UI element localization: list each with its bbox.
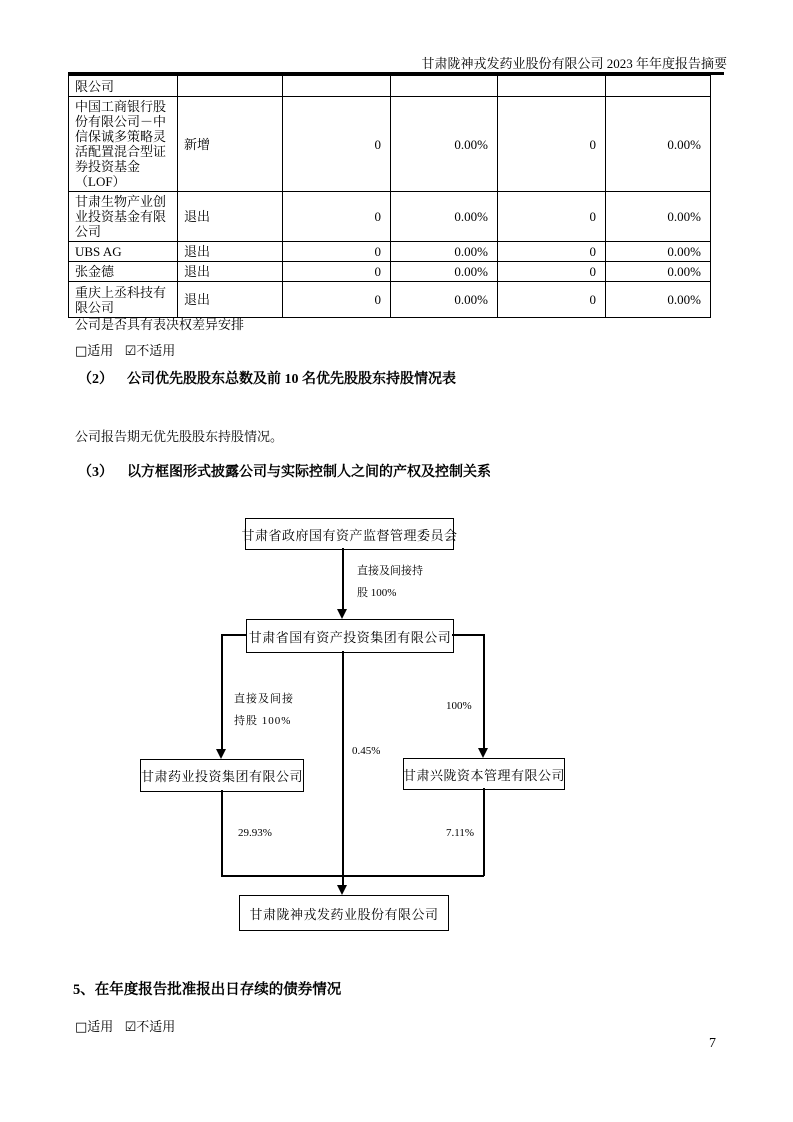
edge-left-label xyxy=(234,688,294,732)
heading-control-structure xyxy=(78,461,491,481)
cell-value: 0 xyxy=(498,242,606,262)
cell-value xyxy=(391,76,498,97)
edge-top-label-line2: 股 100% xyxy=(357,587,397,599)
cell-value: 0 xyxy=(498,262,606,282)
heading3-number: （3） xyxy=(78,465,113,480)
checkbox-unchecked-icon: □ xyxy=(75,1020,88,1035)
cell-change-type: 退出 xyxy=(178,242,283,262)
cell-change-type: 新增 xyxy=(178,97,283,192)
arrow-down-icon xyxy=(478,748,488,758)
cell-shareholder-name: UBS AG xyxy=(69,242,178,262)
cell-value: 0 xyxy=(283,242,391,262)
edge-line xyxy=(342,651,344,886)
cell-value: 0 xyxy=(498,97,606,192)
cell-change-type xyxy=(178,76,283,97)
cell-change-type: 退出 xyxy=(178,282,283,318)
table-row xyxy=(69,242,711,262)
cell-change-type: 退出 xyxy=(178,192,283,242)
cell-value xyxy=(283,76,391,97)
cell-value: 0.00% xyxy=(391,97,498,192)
cell-value: 0.00% xyxy=(606,192,711,242)
cell-value xyxy=(498,76,606,97)
checkbox-not-applicable xyxy=(125,1019,176,1034)
edge-right2-label: 7.11% xyxy=(446,827,475,839)
edge-line xyxy=(221,634,223,750)
arrow-down-icon xyxy=(337,885,347,895)
table-row xyxy=(69,192,711,242)
cell-value: 0.00% xyxy=(606,262,711,282)
table-row xyxy=(69,262,711,282)
edge-line xyxy=(221,634,246,636)
edge-mid-label: 0.45% xyxy=(352,745,381,757)
page-number: 7 xyxy=(709,1036,716,1051)
cell-value: 0.00% xyxy=(391,242,498,262)
diagram-box-sasac: 甘肃省政府国有资产监督管理委员会 xyxy=(245,518,454,550)
shareholder-table xyxy=(68,75,711,318)
table-row xyxy=(69,97,711,192)
diagram-box-gansu-soa-investment: 甘肃省国有资产投资集团有限公司 xyxy=(246,619,454,653)
checkbox-checked-icon: ☑ xyxy=(124,344,137,359)
cell-value: 0.00% xyxy=(606,97,711,192)
heading2-number: （2） xyxy=(78,372,113,387)
heading-preferred-shareholders xyxy=(78,368,456,388)
edge-left-label-line1: 直接及间接 xyxy=(234,693,294,705)
edge-line xyxy=(342,548,344,610)
edge-line xyxy=(221,790,223,876)
cell-shareholder-name: 限公司 xyxy=(69,76,178,97)
cell-change-type: 退出 xyxy=(178,262,283,282)
voting-diff-question: 公司是否具有表决权差异安排 xyxy=(75,317,245,332)
cell-shareholder-name: 张金德 xyxy=(69,262,178,282)
cell-shareholder-name: 重庆上丞科技有限公司 xyxy=(69,282,178,318)
cell-value: 0.00% xyxy=(391,262,498,282)
table-row xyxy=(69,282,711,318)
checkbox-applicable xyxy=(75,1019,113,1034)
arrow-down-icon xyxy=(216,749,226,759)
checkbox-line-voting xyxy=(75,340,183,359)
heading3-text: 以方框图形式披露公司与实际控制人之间的产权及控制关系 xyxy=(127,465,491,480)
edge-line xyxy=(452,634,484,636)
checkbox-checked-icon: ☑ xyxy=(124,1020,137,1035)
checkbox-applicable-label: 适用 xyxy=(87,1019,114,1034)
cell-value: 0.00% xyxy=(606,282,711,318)
table-row xyxy=(69,76,711,97)
checkbox-applicable-label: 适用 xyxy=(87,343,114,358)
edge-left-label-line2: 持股 100% xyxy=(234,715,292,727)
edge-top-label-line1: 直接及间接持 xyxy=(357,565,423,577)
heading-bonds: 5、在年度报告批准报出日存续的债券情况 xyxy=(73,982,342,998)
checkbox-line-bonds xyxy=(75,1016,183,1035)
checkbox-na-label: 不适用 xyxy=(136,1019,176,1034)
cell-value: 0.00% xyxy=(606,242,711,262)
edge-line xyxy=(483,788,485,876)
checkbox-applicable xyxy=(75,343,113,358)
cell-shareholder-name: 甘肃生物产业创业投资基金有限公司 xyxy=(69,192,178,242)
cell-value: 0 xyxy=(498,282,606,318)
cell-value: 0 xyxy=(498,192,606,242)
edge-right-label: 100% xyxy=(446,700,472,712)
cell-value: 0 xyxy=(283,282,391,318)
no-preferred-note: 公司报告期无优先股股东持股情况。 xyxy=(75,429,284,444)
edge-left2-label: 29.93% xyxy=(238,827,272,839)
edge-line xyxy=(221,875,484,877)
checkbox-na-label: 不适用 xyxy=(136,343,176,358)
cell-value: 0 xyxy=(283,262,391,282)
heading2-text: 公司优先股股东总数及前 10 名优先股股东持股情况表 xyxy=(127,372,456,387)
arrow-down-icon xyxy=(337,609,347,619)
diagram-box-xinglong-capital: 甘肃兴陇资本管理有限公司 xyxy=(403,758,565,790)
diagram-box-pharma-investment-group: 甘肃药业投资集团有限公司 xyxy=(140,759,304,792)
cell-value: 0 xyxy=(283,192,391,242)
checkbox-unchecked-icon: □ xyxy=(75,344,88,359)
cell-value xyxy=(606,76,711,97)
checkbox-not-applicable xyxy=(125,343,176,358)
diagram-box-listed-company: 甘肃陇神戎发药业股份有限公司 xyxy=(239,895,449,931)
cell-value: 0 xyxy=(283,97,391,192)
edge-line xyxy=(483,634,485,749)
cell-value: 0.00% xyxy=(391,282,498,318)
cell-shareholder-name: 中国工商银行股份有限公司－中信保诚多策略灵活配置混合型证券投资基金（LOF） xyxy=(69,97,178,192)
cell-value: 0.00% xyxy=(391,192,498,242)
page-header-title: 甘肃陇神戎发药业股份有限公司 2023 年年度报告摘要 xyxy=(421,56,727,71)
edge-top-label xyxy=(357,560,423,604)
